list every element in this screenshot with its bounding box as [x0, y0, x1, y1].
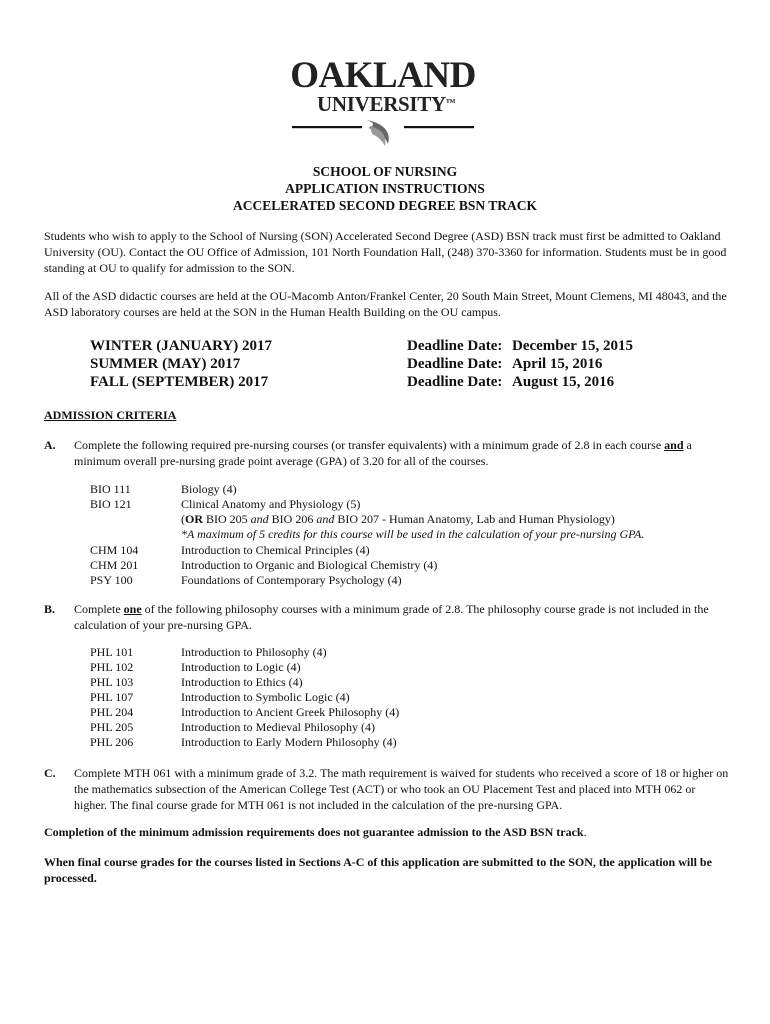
criteria-c-text: Complete MTH 061 with a minimum grade of 3.2. The math requirement is waived for students who received a score of 18 or higher on the mathematics subsection of the American College Test (ACT) or who took an OU Placement Test and placed into MTH 062 or higher. The final course grade for MTH 061 is not included in the calculation of the pre-nursing GPA. — [74, 766, 729, 812]
logo-wordmark-university: UNIVERSITY™ — [317, 92, 455, 116]
course-name: Clinical Anatomy and Physiology (5) — [181, 497, 361, 511]
course-credit-note: *A maximum of 5 credits for this course will be used in the calculation of your pre-nursing GPA. — [181, 527, 645, 541]
course-code: BIO 121 — [90, 497, 132, 511]
deadline-summer: April 15, 2016 — [512, 356, 603, 372]
note-no-guarantee: Completion of the minimum admission requirements does not guarantee admission to the ASD BSN track. — [44, 825, 587, 839]
course-code: BIO 111 — [90, 482, 131, 496]
course-code: PSY 100 — [90, 573, 133, 587]
deadline-label-summer: Deadline Date: — [407, 356, 503, 372]
course-name: Introduction to Ethics (4) — [181, 675, 303, 689]
course-code: PHL 206 — [90, 735, 134, 749]
logo-sail-icon — [288, 116, 478, 148]
term-summer: SUMMER (MAY) 2017 — [90, 356, 241, 372]
title-application: APPLICATION INSTRUCTIONS — [285, 181, 485, 196]
course-name: Biology (4) — [181, 482, 237, 496]
term-fall: FALL (SEPTEMBER) 2017 — [90, 374, 269, 390]
intro-paragraph-2: All of the ASD didactic courses are held at the OU-Macomb Anton/Frankel Center, 20 South Main Street, Mount Clemens, MI 48043, and the ASD laboratory courses are held at the SON in the Human Health Building on the OU campus. — [44, 289, 727, 319]
deadline-label-fall: Deadline Date: — [407, 374, 503, 390]
oakland-university-logo — [288, 55, 478, 148]
course-code: PHL 101 — [90, 645, 134, 659]
course-code: CHM 104 — [90, 543, 139, 557]
course-code: PHL 102 — [90, 660, 134, 674]
course-code: PHL 204 — [90, 705, 134, 719]
criteria-b-letter: B. — [44, 602, 56, 616]
course-name: Introduction to Chemical Principles (4) — [181, 543, 370, 557]
term-winter: WINTER (JANUARY) 2017 — [90, 338, 272, 354]
logo-wordmark-oakland: OAKLAND — [290, 55, 476, 96]
criteria-b-text: Complete one of the following philosophy courses with a minimum grade of 2.8. The philosophy course grade is not included in the calculation of your pre-nursing GPA. — [74, 602, 709, 632]
course-name: Foundations of Contemporary Psychology (4) — [181, 573, 402, 587]
criteria-a-letter: A. — [44, 438, 56, 452]
course-name: Introduction to Philosophy (4) — [181, 645, 327, 659]
course-code: PHL 107 — [90, 690, 134, 704]
criteria-c-letter: C. — [44, 766, 56, 780]
course-name: Introduction to Logic (4) — [181, 660, 301, 674]
note-processing: When final course grades for the courses listed in Sections A-C of this application are submitted to the SON, the application will be processed. — [44, 855, 712, 885]
course-code: PHL 205 — [90, 720, 134, 734]
title-track: ACCELERATED SECOND DEGREE BSN TRACK — [232, 198, 538, 213]
deadline-winter: December 15, 2015 — [512, 338, 633, 354]
title-school: SCHOOL OF NURSING — [312, 164, 458, 179]
admission-criteria-heading: ADMISSION CRITERIA — [44, 408, 177, 422]
course-name: Introduction to Early Modern Philosophy (4) — [181, 735, 397, 749]
course-name: Introduction to Organic and Biological Chemistry (4) — [181, 558, 438, 572]
course-name: Introduction to Medieval Philosophy (4) — [181, 720, 375, 734]
course-name: Introduction to Ancient Greek Philosophy (4) — [181, 705, 400, 719]
intro-paragraph-1: Students who wish to apply to the School of Nursing (SON) Accelerated Second Degree (ASD) BSN track must first be admitted to Oakland University (OU). Contact the OU Office of Admission, 101 North Foundation Hall, (248) 370-3360 for information. Students must be in good standing at OU to qualify for admission to the SON. — [44, 229, 727, 275]
deadline-label-winter: Deadline Date: — [407, 338, 503, 354]
criteria-a-text: Complete the following required pre-nursing courses (or transfer equivalents) with a minimum grade of 2.8 in each course and a minimum overall pre-nursing grade point average (GPA) of 3.20 for all of the courses. — [74, 438, 692, 468]
course-alt-line: (OR BIO 205 and BIO 206 and BIO 207 - Human Anatomy, Lab and Human Physiology) — [181, 512, 615, 526]
course-name: Introduction to Symbolic Logic (4) — [181, 690, 350, 704]
course-code: CHM 201 — [90, 558, 139, 572]
course-code: PHL 103 — [90, 675, 134, 689]
deadline-fall: August 15, 2016 — [512, 374, 615, 390]
